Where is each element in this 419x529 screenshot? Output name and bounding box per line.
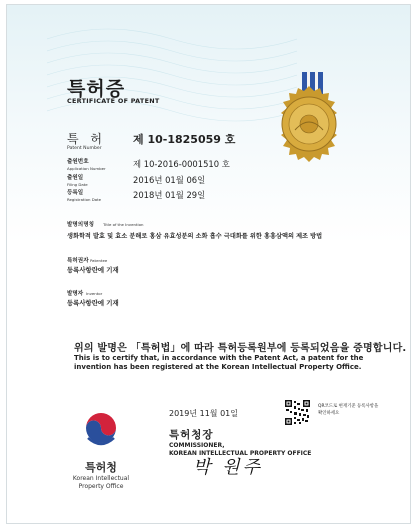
kipo-taegeuk-logo-icon (80, 410, 122, 454)
commissioner-title-english-2: KOREAN INTELLECTUAL PROPERTY OFFICE (169, 450, 312, 457)
patentee-value: 등록사항란에 기재 (67, 266, 119, 274)
qr-caption: QR코드로 현재기준 등록사항을 확인하세요 (318, 404, 379, 416)
inventor-label-english: Inventor (86, 291, 103, 296)
patentee-label-english: Patentee (90, 258, 108, 263)
filing-date-value: 2016년 01월 06일 (133, 175, 206, 185)
office-name-english: Korean Intellectual Property Office (72, 475, 130, 490)
gold-seal-with-ribbon (264, 72, 354, 167)
application-no-label-english: Application Number (67, 166, 106, 171)
registration-date-value: 2018년 01월 29일 (133, 190, 206, 200)
invention-title-label: 발명의명칭 (67, 222, 95, 228)
certificate-title-english: CERTIFICATE OF PATENT (67, 97, 160, 105)
application-no-value: 제 10-2016-0001510 호 (133, 159, 230, 169)
issue-date: 2019년 11월 01일 (169, 409, 238, 418)
office-name-korean: 특허청 (85, 461, 117, 474)
patent-label-english: Patent Number (67, 146, 102, 151)
commissioner-title-english-1: COMMISSIONER, (169, 442, 225, 449)
certification-statement-korean: 위의 발명은 「특허법」에 따라 특허등록원부에 등록되었음을 증명합니다. (74, 343, 407, 354)
commissioner-title-korean: 특허청장 (169, 429, 214, 441)
qr-code-icon (285, 400, 310, 425)
inventor-label: 발명자 (67, 291, 84, 297)
certification-statement-english: This is to certify that, in accordance with the Patent Act, a patent for the invention has been registered at the Korean Intellectual Property Office. (74, 354, 364, 371)
application-no-label: 출원번호 (67, 159, 89, 165)
patent-number: 제 10-1825059 호 (133, 133, 236, 146)
invention-title-value: 생화학적 발효 및 효소 분해로 홍삼 유효성분의 소화 흡수 극대화를 위한 홍흥삼액의 제조 방법 (67, 233, 323, 240)
registration-date-label: 등록일 (67, 190, 84, 196)
patent-label: 특 허 (67, 132, 106, 146)
filing-date-label: 출원일 (67, 175, 84, 181)
registration-date-label-english: Registration Date (67, 197, 101, 202)
certificate-title: 특허증 (67, 78, 126, 100)
patentee-label: 특허권자 (67, 258, 89, 264)
invention-title-label-english: Title of the Invention (103, 222, 144, 227)
commissioner-signature: 박 원주 (193, 457, 263, 478)
inventor-value: 등록사항란에 기재 (67, 299, 119, 307)
filing-date-label-english: Filing Date (67, 182, 88, 187)
